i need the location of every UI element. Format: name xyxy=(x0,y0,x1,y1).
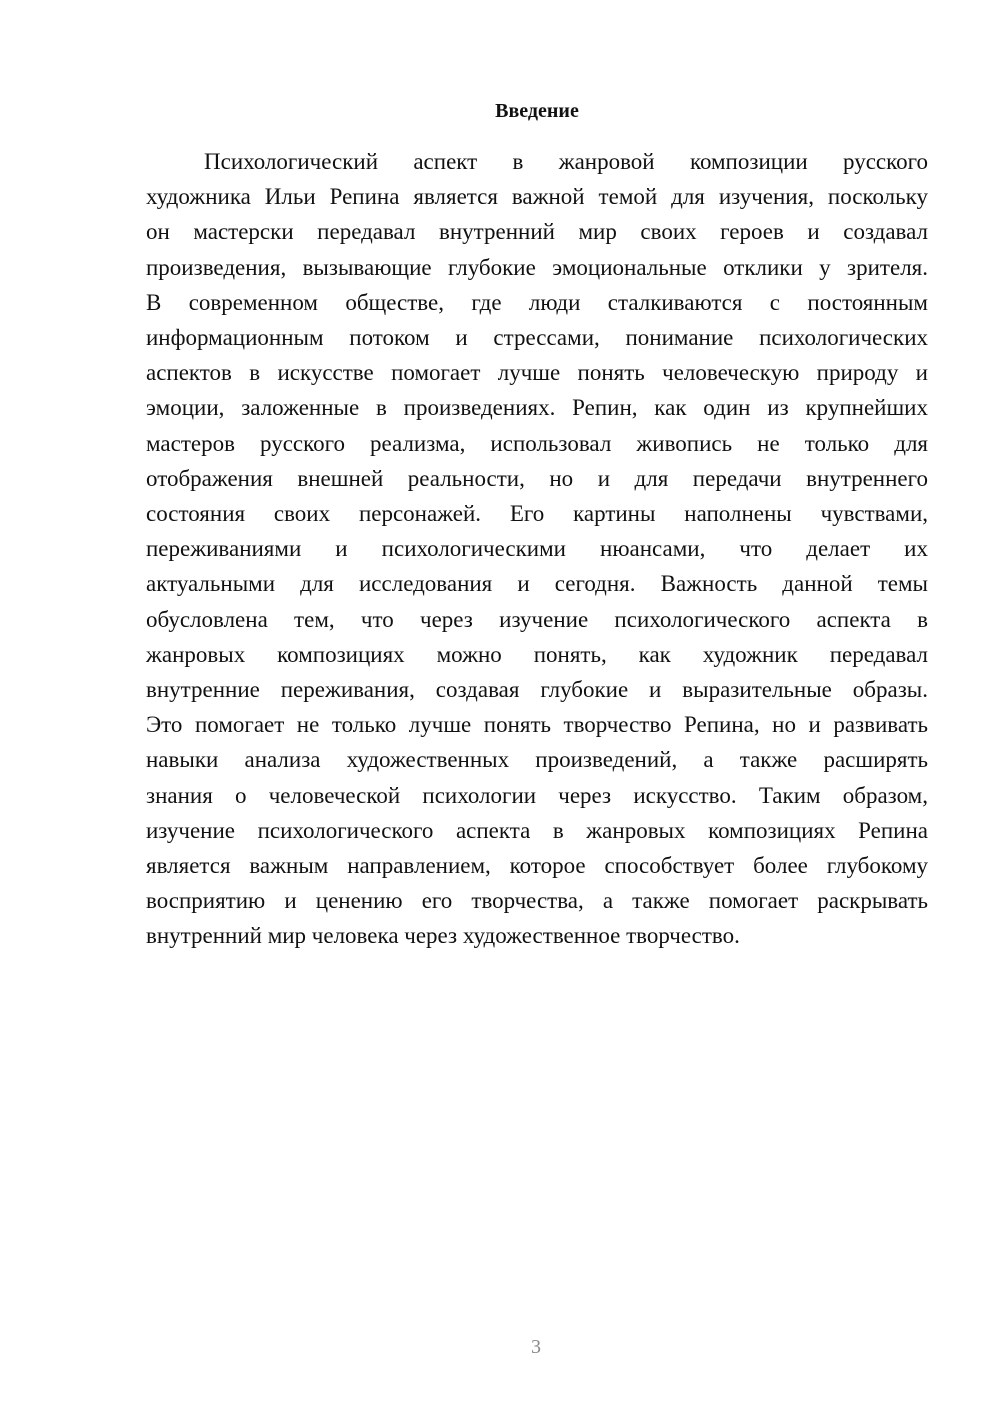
paragraph-line: восприятию и ценению его творчества, а также помогает раскрывать xyxy=(146,888,928,914)
paragraph-line: переживаниями и психологическими нюансами, что делает их xyxy=(146,536,928,562)
paragraph-line: внутренний мир человека через художественное творчество. xyxy=(146,923,740,949)
paragraph-line: аспектов в искусстве помогает лучше понять человеческую природу и xyxy=(146,360,928,386)
paragraph-line: состояния своих персонажей. Его картины наполнены чувствами, xyxy=(146,501,928,527)
paragraph-line: информационным потоком и стрессами, понимание психологических xyxy=(146,325,928,351)
paragraph-line: произведения, вызывающие глубокие эмоциональные отклики у зрителя. xyxy=(146,254,928,280)
paragraph-line: отображения внешней реальности, но и для передачи внутреннего xyxy=(146,465,928,491)
section-heading: Введение xyxy=(495,100,579,122)
paragraph-line: Это помогает не только лучше понять творчество Репина, но и развивать xyxy=(146,712,928,738)
paragraph-line: жанровых композициях можно понять, как художник передавал xyxy=(146,641,928,667)
paragraph-line: знания о человеческой психологии через искусство. Таким образом, xyxy=(146,782,928,808)
page-number: 3 xyxy=(531,1336,541,1358)
paragraph-line: изучение психологического аспекта в жанровых композициях Репина xyxy=(146,817,928,843)
paragraph-line: навыки анализа художественных произведений, а также расширять xyxy=(146,747,928,773)
paragraph-line: обусловлена тем, что через изучение психологического аспекта в xyxy=(146,606,928,632)
paragraph-line: В современном обществе, где люди сталкиваются с постоянным xyxy=(146,289,928,315)
paragraph-line: является важным направлением, которое способствует более глубокому xyxy=(146,853,928,879)
paragraph-line: художника Ильи Репина является важной темой для изучения, поскольку xyxy=(146,184,928,210)
paragraph-line: Психологический аспект в жанровой композиции русского xyxy=(204,149,928,174)
paragraph-line: он мастерски передавал внутренний мир своих героев и создавал xyxy=(146,219,928,245)
body-paragraph xyxy=(146,144,928,954)
paragraph-line: актуальными для исследования и сегодня. Важность данной темы xyxy=(146,571,928,597)
paragraph-line: эмоции, заложенные в произведениях. Репин, как один из крупнейших xyxy=(146,395,928,421)
paragraph-line: внутренние переживания, создавая глубокие и выразительные образы. xyxy=(146,677,928,703)
paragraph-line: мастеров русского реализма, использовал живопись не только для xyxy=(146,430,928,456)
